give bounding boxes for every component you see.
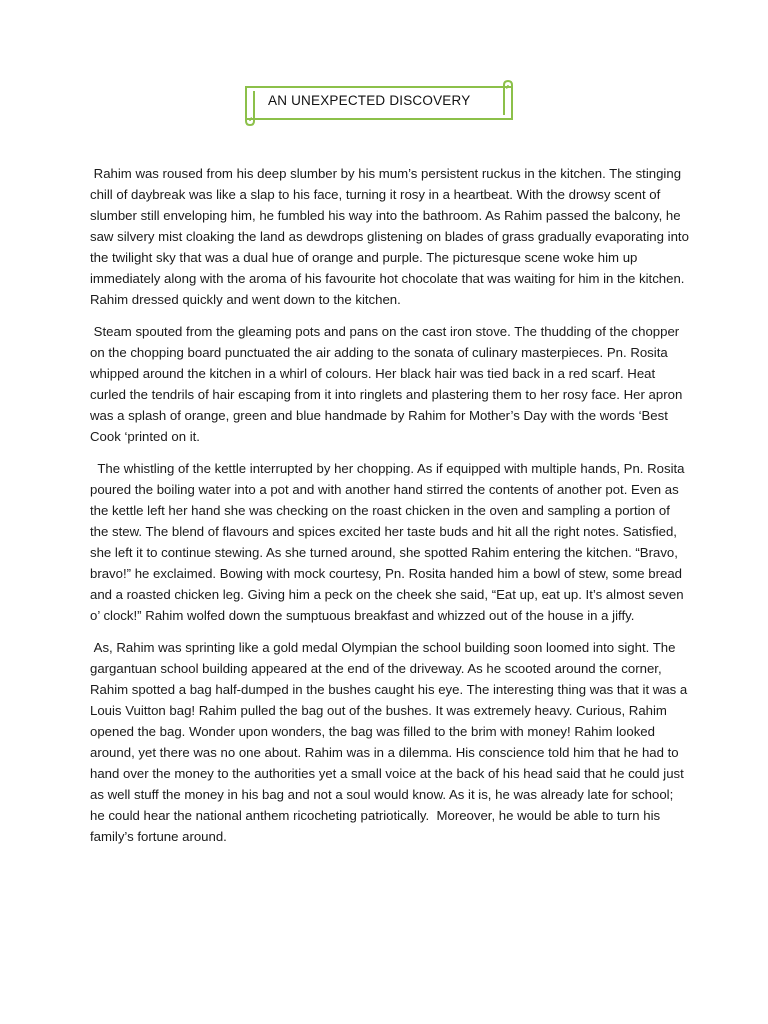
- paragraph-3: The whistling of the kettle interrupted by her chopping. As if equipped with multiple hands, Pn. Rosita poured the boiling water into a pot and with another hand stirred the contents of another pot. Even as the kettle left her hand she was checking on the roast chicken in the oven and sampling a portion of the stew. The blend of flavours and spices excited her taste buds and hit all the right notes. Satisfied, she left it to continue stewing. As she turned around, she spotted Rahim entering the kitchen. “Bravo, bravo!” he exclaimed. Bowing with mock courtesy, Pn. Rosita handed him a bowl of stew, some bread and a roasted chicken leg. Giving him a peck on the cheek she said, “Eat up, eat up. It’s almost seven o’ clock!” Rahim wolfed down the sumptuous breakfast and whizzed out of the house in a jiffy.: [90, 461, 689, 623]
- document-title: AN UNEXPECTED DISCOVERY: [268, 93, 471, 108]
- paragraph-4: As, Rahim was sprinting like a gold medal Olympian the school building soon loomed into sight. The gargantuan school building appeared at the end of the driveway. As he scooted around the corner, Rahim spotted a bag half-dumped in the bushes caught his eye. The interesting thing was that it was a Louis Vuitton bag! Rahim pulled the bag out of the bushes. It was extremely heavy. Curious, Rahim opened the bag. Wonder upon wonders, the bag was filled to the brim with money! Rahim looked around, yet there was no one about. Rahim was in a dilemma. His conscience told him that he had to hand over the money to the authorities yet a small voice at the back of his head said that he could just as well stuff the money in his bag and not a soul would know. As it is, he was already late for school; he could hear the national anthem ricocheting patriotically. Moreover, he would be able to turn his family’s fortune around.: [90, 640, 691, 844]
- story-body: [90, 163, 693, 858]
- title-scroll-banner: [240, 80, 520, 126]
- paragraph-1: Rahim was roused from his deep slumber by his mum’s persistent ruckus in the kitchen. The stinging chill of daybreak was like a slap to his face, turning it rosy in a heartbeat. With the drowsy scent of slumber still enveloping him, he fumbled his way into the bathroom. As Rahim passed the balcony, he saw silvery mist cloaking the land as dewdrops glistening on blades of grass gradually evaporating into the twilight sky that was a dual hue of orange and purple. The picturesque scene woke him up immediately along with the aroma of his favourite hot chocolate that was waiting for him in the kitchen. Rahim dressed quickly and went down to the kitchen.: [90, 166, 693, 307]
- paragraph-2: Steam spouted from the gleaming pots and pans on the cast iron stove. The thudding of the chopper on the chopping board punctuated the air adding to the sonata of culinary masterpieces. Pn. Rosita whipped around the kitchen in a whirl of colours. Her black hair was tied back in a red scarf. Heat curled the tendrils of hair escaping from it into ringlets and plastering them to her rosy face. Her apron was a splash of orange, green and blue handmade by Rahim for Mother’s Day with the words ‘Best Cook ‘printed on it.: [90, 324, 686, 444]
